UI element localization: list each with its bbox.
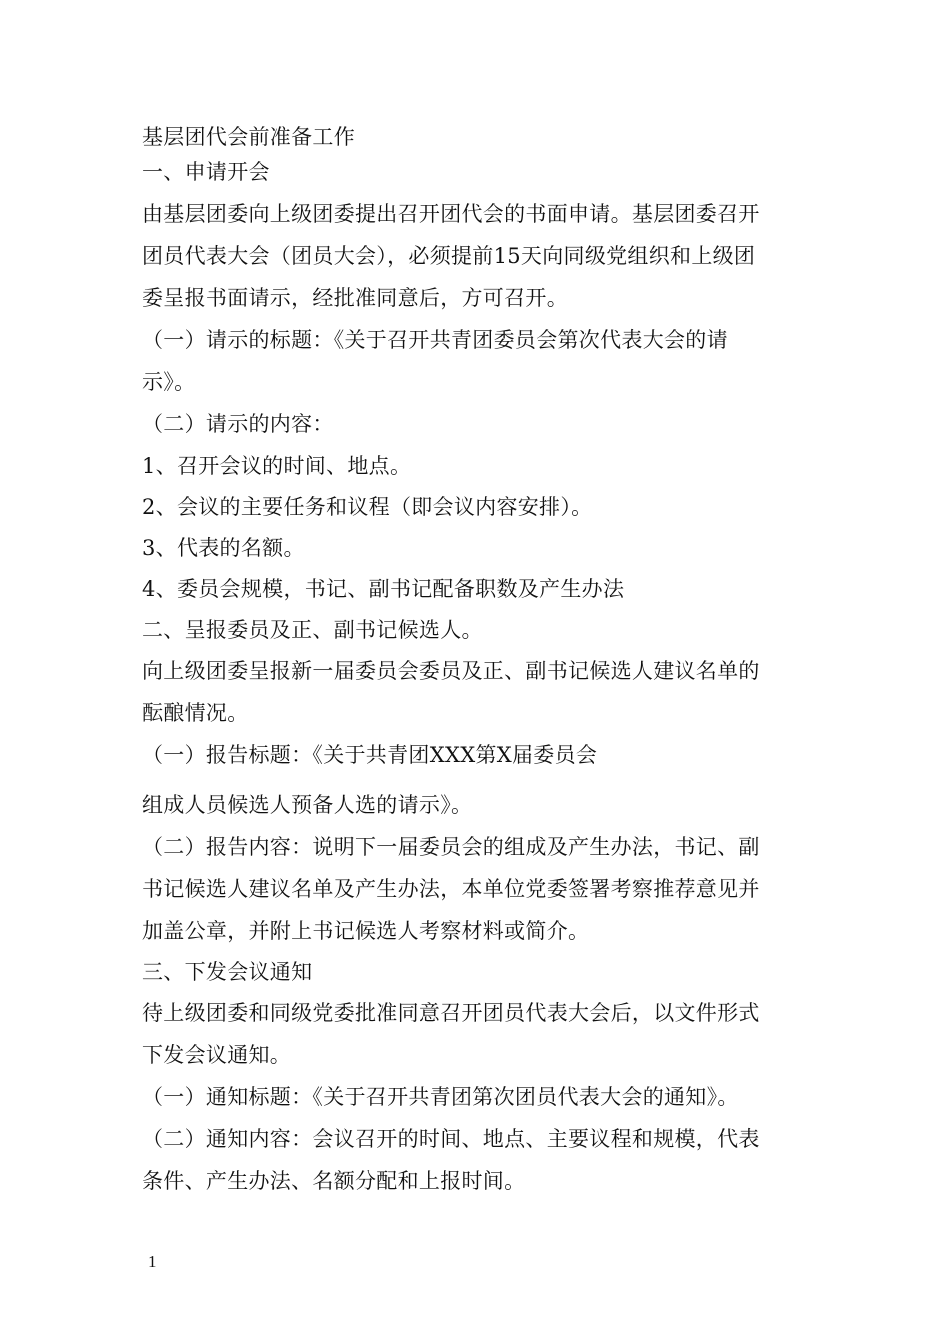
- list-item: 3、代表的名额。: [142, 536, 305, 560]
- paragraph-line: 条件、产生办法、名额分配和上报时间。: [142, 1169, 526, 1193]
- paragraph-line: （二）报告内容：说明下一届委员会的组成及产生办法，书记、副: [142, 835, 760, 859]
- paragraph-line: （二）通知内容：会议召开的时间、地点、主要议程和规模，代表: [142, 1127, 760, 1151]
- paragraph-line: （二）请示的内容：: [142, 412, 334, 436]
- paragraph-line: 下发会议通知。: [142, 1043, 292, 1067]
- list-item: 1、召开会议的时间、地点。: [142, 454, 412, 478]
- list-item: 2、会议的主要任务和议程（即会议内容安排）。: [142, 495, 593, 519]
- paragraph-line: 书记候选人建议名单及产生办法，本单位党委签署考察推荐意见并: [142, 877, 760, 901]
- paragraph-line: 加盖公章，并附上书记候选人考察材料或简介。: [142, 919, 590, 943]
- paragraph-line: 由基层团委向上级团委提出召开团代会的书面申请。基层团委召开: [142, 202, 760, 226]
- paragraph-line: 示》。: [142, 370, 196, 394]
- paragraph-line: 委呈报书面请示，经批准同意后，方可召开。: [142, 286, 568, 310]
- page-number: 1: [148, 1252, 157, 1271]
- section-heading-1: 一、申请开会: [142, 160, 270, 184]
- document-title: 基层团代会前准备工作: [142, 125, 355, 149]
- paragraph-line: 组成人员候选人预备人选的请示》。: [142, 793, 473, 817]
- section-heading-3: 三、下发会议通知: [142, 960, 313, 984]
- paragraph-line: 待上级团委和同级党委批准同意召开团员代表大会后，以文件形式: [142, 1001, 760, 1025]
- paragraph-line: 团员代表大会（团员大会），必须提前15天向同级党组织和上级团: [142, 244, 756, 268]
- paragraph-line: 酝酿情况。: [142, 701, 249, 725]
- paragraph-line: （一）报告标题：《关于共青团XXX第X届委员会: [142, 743, 598, 767]
- paragraph-line: （一）请示的标题：《关于召开共青团委员会第次代表大会的请: [142, 328, 728, 352]
- paragraph-line: 向上级团委呈报新一届委员会委员及正、副书记候选人建议名单的: [142, 659, 760, 683]
- paragraph-line: （一）通知标题：《关于召开共青团第次团员代表大会的通知》。: [142, 1085, 739, 1109]
- list-item: 4、委员会规模，书记、副书记配备职数及产生办法: [142, 577, 625, 601]
- section-heading-2: 二、呈报委员及正、副书记候选人。: [142, 618, 483, 642]
